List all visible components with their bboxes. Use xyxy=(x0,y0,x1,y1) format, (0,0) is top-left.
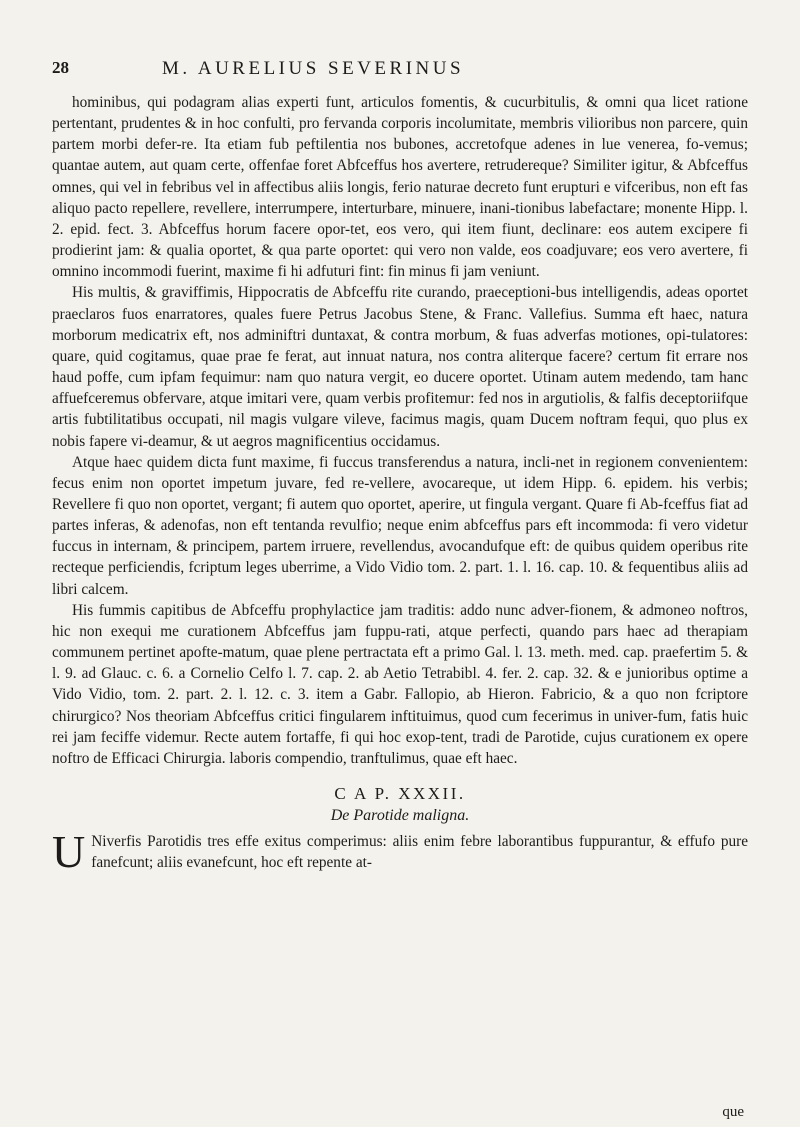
running-title: M. AURELIUS SEVERINUS xyxy=(162,58,465,79)
page-number: 28 xyxy=(52,58,69,77)
chapter-heading xyxy=(52,783,748,827)
paragraph-4: His fummis capitibus de Abfceffu prophylactice jam traditis: addo nunc adver-fionem, & admoneo noftros, hic non exequi me curationem Abfceffus jam fuppu-rati, atque perfecti, quando pars haec ad therapiam communem pertinet apofte-matum, quae plene pertractata eft a primo Gal. l. 13. meth. med. cap. praefertim 5. & l. 9. ad Glauc. c. 6. a Cornelio Celfo l. 7. cap. 2. ab Aetio Tetrabibl. 4. fer. 2. cap. 32. & e junioribus optime a Vido Vidio, tom. 2. part. 2. l. 12. c. 3. item a Gabr. Fallopio, ab Hieron. Fabricio, & a quo non fcriptore chirurgico? Nos theoriam Abfceffus critici fingularem inftituimus, quod cum fecerimus in univer-fum, fatis huic rei jam feciffe videmur. Recte autem fortaffe, fi qui hoc exop-tent, tradi de Parotide, cujus curationem ex opere noftro de Efficaci Chirurgia. laboris compendio, tranftulimus, quae eft haec. xyxy=(52,601,748,767)
catchword: que xyxy=(722,1104,744,1120)
chapter-body xyxy=(52,826,748,877)
running-head xyxy=(52,58,748,92)
chapter-number: C A P. XXXII. xyxy=(334,784,466,803)
paragraph-3: Atque haec quidem dicta funt maxime, fi fuccus transferendus a natura, incli-net in regionem convenientem: fecus enim non oportet impetum juvare, fed re-vellere, avocareque, ut idem Hipp. 6. epidem. his verbis; Revellere fi quo non oportet, vergant; fi autem quo oportet, aperire, ut fingula vergant. Quare fi Ab-fceffus fiat ad partes inferas, & adenofas, non eft tentanda revulfio; neque enim abfceffus pars eft incommoda: fi vero videtur fuccus in internam, & principem, partem irruere, revellendus, avocandufque eft: de quibus quidem operibus rite recteque perficiendis, fcriptum leges uberrime, a Vido Vidio tom. 2. part. 1. l. 16. cap. 10. & fequentibus aliis ad libri calcem. xyxy=(52,453,748,598)
chapter-paragraph: Niverfis Parotidis tres effe exitus comperimus: aliis enim febre laborantibus fuppurantur, & effufo pure fanefcunt; aliis evanefcunt, hoc eft repente at- xyxy=(91,833,748,872)
paragraph-1: hominibus, qui podagram alias experti funt, articulos fomentis, & cucurbitulis, & omni qua licet ratione pertentant, prudentes & in hoc confulti, pro fervanda corporis incolumitate, membris vilioribus non parcere, quin partem morbi defer-re. Ita etiam fub peftilentia nos bubones, accretofque adenes in lue venerea, fo-vemus; quantae autem, aut quam certe, offenfae foret Abfceffus hos avertere, retrudereque? Similiter igitur, & Abfceffus omnes, qui vel in febribus vel in affectibus aliis longis, ferio naturae decreto funt erupturi e vifceribus, non eft fas aliquo pacto repellere, revellere, interrumpere, interturbare, minuere, inani-tionibus labefactare; monente Hipp. l. 2. epid. fect. 3. Abfceffus horum facere opor-tet, eos vero, qui item fiunt, declinare: eos autem excipere fi prodierint jam: & qualia oportet, & qua parte oportet: qui vero non valde, eos coadjuvare; eos vero avertere, fi omnino incommodi fuerint, maxime fi hi adfuturi fint: fin minus fi jam veniunt. xyxy=(52,94,748,281)
chapter-title: De Parotide maligna. xyxy=(330,807,470,824)
drop-cap: U xyxy=(52,826,86,877)
paragraph-2: His multis, & graviffimis, Hippocratis de Abfceffu rite curando, praeceptioni-bus intelligendis, adeas oportet praeclaros fuos enarratores, quales fuere Petrus Jacobus Stene, & Franc. Vallefius. Summa eft haec, natura morborum medicatrix eft, nos adminiftri duntaxat, & contra morbum, & fuas adverfas motiones, opi-tulatores: quare, quid cogitamus, quae prae fe ferat, aut innuat natura, nos contra aliterque facere? certum fit errare nos haud poffe, cum ipfam fequimur: nam quo natura vergit, eo ducere oportet. Utinam autem medendo, tam hanc affuefceremus obfervare, atque imitari vere, quam verbis profitemur: fed nos in argutiolis, & falfis deceptoriifque artis fubtilitatibus occupati, nil magis vulgare vileve, facimus magis, quam Ducem noftram fequi, quo plus ex nobis fapere vi-deamur, & ut aegros magnificentius occidamus. xyxy=(52,284,748,450)
main-text xyxy=(52,92,748,877)
